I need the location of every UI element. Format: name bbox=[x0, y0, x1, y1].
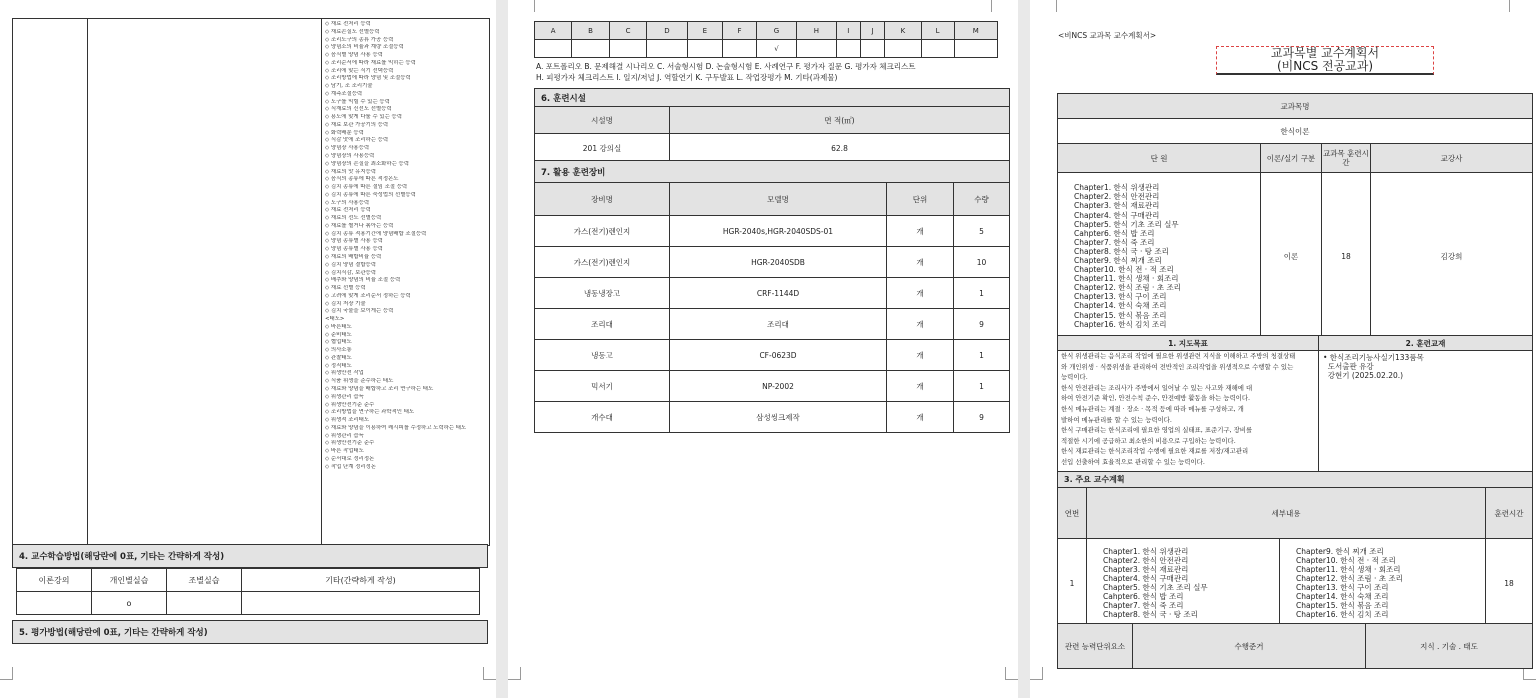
plan-item: Chapter5. 한식 기초 조리 실무 bbox=[1103, 583, 1208, 592]
grade-value bbox=[723, 40, 757, 58]
plan-left-list bbox=[1087, 539, 1280, 628]
grade-header: M bbox=[954, 22, 997, 40]
unit-item: Chapter12. 한식 조림 · 초 조리 bbox=[1074, 283, 1181, 293]
goal-text bbox=[1058, 351, 1319, 472]
equipment-row bbox=[535, 402, 1010, 433]
plan-item: Chapter11. 한식 생채 · 회조리 bbox=[1296, 564, 1401, 574]
equipment-cell: CRF-1144D bbox=[670, 278, 887, 309]
competency-item: ◇ 계측조절능력 bbox=[325, 90, 363, 97]
plan-item: Chapter1. 한식 위생관리 bbox=[1103, 546, 1189, 556]
plan-col-content: 세부내용 bbox=[1087, 488, 1486, 539]
equipment-cell: HGR-2040SDB bbox=[670, 247, 887, 278]
plan-col-no: 연번 bbox=[1058, 488, 1087, 539]
method-value bbox=[17, 592, 92, 615]
competency-item: ◇ 김치식감, 보관능력 bbox=[325, 269, 376, 276]
goal-line: 적절한 시기에 공급하고 최소한의 비용으로 구입하는 능력이다. bbox=[1061, 436, 1236, 445]
document-title bbox=[1216, 46, 1434, 75]
competency-list bbox=[325, 21, 487, 471]
footer-col-3: 지식 . 기술 . 태도 bbox=[1366, 624, 1533, 669]
competency-item: ◇ 양념장의 손질을 최소화하는 능력 bbox=[325, 160, 409, 167]
competency-item: ◇ 도구를 익힐 수 있는 능력 bbox=[325, 98, 390, 105]
goal-line: 한식 안전관리는 조리사가 주방에서 일어날 수 있는 사고와 재해에 대 bbox=[1061, 383, 1253, 392]
unit-item: Chapter14. 한식 숙채 조리 bbox=[1074, 301, 1167, 311]
equipment-cell: 삼성씽크제작 bbox=[670, 402, 887, 433]
competency-item: ◇ 바른태도 bbox=[325, 323, 352, 330]
col-teacher-header: 교강사 bbox=[1371, 144, 1533, 173]
textbook-line: • 한식조리기능사실기133품목 bbox=[1323, 353, 1424, 362]
page-corner-mark bbox=[483, 667, 496, 680]
plan-item: Cahpter6. 한식 밥 조리 bbox=[1103, 592, 1184, 602]
unit-item: Chapter10. 한식 전 · 적 조리 bbox=[1074, 265, 1174, 275]
grade-value bbox=[609, 40, 647, 58]
competency-item: ◇ 조리에 맞는 식기 선택능력 bbox=[325, 67, 394, 74]
unit-item: Chapter9. 한식 찌개 조리 bbox=[1074, 256, 1162, 265]
unit-item: Chapter4. 한식 구매관리 bbox=[1074, 210, 1160, 220]
grade-value bbox=[860, 40, 884, 58]
competency-item: ◇ 식감 맛에 조리하는 능력 bbox=[325, 137, 389, 144]
unit-item: Chapter3. 한식 재료관리 bbox=[1074, 201, 1160, 211]
competency-item: ◇ 김치 종류에 따른 숙성법의 선별능력 bbox=[325, 191, 416, 198]
plan-item: Chapter13. 한식 구이 조리 bbox=[1296, 583, 1389, 592]
section-6-title: 6. 훈련시설 bbox=[534, 88, 1010, 106]
grade-value bbox=[535, 40, 572, 58]
section-5-title: 5. 평가방법(해당란에 0표, 기타는 간략하게 작성) bbox=[12, 620, 488, 644]
equipment-cell: 10 bbox=[954, 247, 1010, 278]
section-7-title: 7. 활용 훈련장비 bbox=[534, 160, 1010, 182]
equipment-row bbox=[535, 309, 1010, 340]
equipment-cell: CF-0623D bbox=[670, 340, 887, 371]
equipment-cell: 조리대 bbox=[535, 309, 670, 340]
equipment-cell: 조리대 bbox=[670, 309, 887, 340]
plan-item: Chapter15. 한식 볶음 조리 bbox=[1296, 601, 1389, 611]
equipment-cell: NP-2002 bbox=[670, 371, 887, 402]
goal-line: 하여 안전기준 확인, 안전수칙 준수, 안전예방 활동을 하는 능력이다. bbox=[1061, 394, 1251, 403]
goal-header: 1. 지도목표 bbox=[1058, 336, 1319, 351]
competency-item: ◇ 작업 단계 정리정돈 bbox=[325, 463, 376, 470]
page-corner-mark bbox=[1005, 667, 1018, 680]
competency-item: ◇ 위생관리 습득 bbox=[325, 393, 364, 400]
method-value: o bbox=[92, 592, 167, 615]
legend-line: A. 포트폴리오 B. 문제해결 시나리오 C. 서술형시험 D. 논술형시험 E. 사례연구 F. 평가자 질문 G. 평가자 체크리스트 bbox=[536, 62, 916, 71]
method-header: 기타(간략하게 작성) bbox=[242, 569, 480, 592]
method-header: 조별실습 bbox=[167, 569, 242, 592]
title-line-2: (비NCS 전공교과) bbox=[1276, 59, 1374, 73]
equipment-cell: 냉동고 bbox=[535, 340, 670, 371]
competency-item: ◇ 위생안전기준 준수 bbox=[325, 440, 375, 447]
grade-header: A bbox=[535, 22, 572, 40]
grade-value: √ bbox=[756, 40, 796, 58]
competency-item: ◇ 김치 양념 결합능력 bbox=[325, 261, 376, 268]
goal-line: 한식 재료관리는 한식조리작업 수행에 필요한 재료를 저장/재고관리 bbox=[1061, 447, 1249, 456]
textbook-line: 도서출판 유강 bbox=[1323, 362, 1374, 371]
plan-item: Chapter4. 한식 구매관리 bbox=[1103, 573, 1189, 583]
competency-item: ◇ 재료손질도 선별능력 bbox=[325, 28, 380, 35]
competency-item: ◇ 김치 종류에 따른 절임 조절 능력 bbox=[325, 184, 408, 191]
page-corner-mark bbox=[508, 667, 521, 680]
plan-table bbox=[1057, 487, 1533, 628]
equipment-cell: 개 bbox=[887, 309, 954, 340]
document-label: <비NCS 교과목 교수계획서> bbox=[1058, 31, 1157, 40]
competency-item: ◇ 음식별 양념 사용 능력 bbox=[325, 52, 383, 59]
competency-item: ◇ 식품 위생을 준수하는 태도 bbox=[325, 378, 394, 385]
equipment-header: 모델명 bbox=[670, 183, 887, 216]
grade-header: G bbox=[756, 22, 796, 40]
equipment-cell: 1 bbox=[954, 340, 1010, 371]
method-header: 개인별실습 bbox=[92, 569, 167, 592]
col-type-header: 이론/실기 구분 bbox=[1261, 144, 1322, 173]
competency-item: ◇ 고려에 맞게 조리순서 정하는 능력 bbox=[325, 292, 411, 299]
page-corner-mark bbox=[1509, 0, 1522, 12]
facility-header: 면 적(㎡) bbox=[670, 107, 1010, 134]
grade-value bbox=[572, 40, 609, 58]
equipment-cell: 5 bbox=[954, 216, 1010, 247]
competency-item: ◇ 조리순서에 따라 재료를 익히는 능력 bbox=[325, 59, 416, 66]
goal-line: 선입 선출하여 효율적으로 관리할 수 있는 능력이다. bbox=[1061, 457, 1205, 466]
unit-list bbox=[1058, 173, 1261, 340]
competency-item: ◇ 재료 선별 능력 bbox=[325, 285, 366, 292]
page-corner-mark bbox=[1030, 667, 1043, 680]
competency-item: ◇ 재료 전처리 능력 bbox=[325, 21, 371, 27]
competency-item: ◇ 위생관리 습득 bbox=[325, 432, 364, 439]
evaluation-legend bbox=[536, 61, 1012, 83]
competency-item: ◇ 협업태도 bbox=[325, 339, 352, 346]
grade-value bbox=[954, 40, 997, 58]
grade-header: B bbox=[572, 22, 609, 40]
equipment-cell: 개 bbox=[887, 340, 954, 371]
grade-value bbox=[647, 40, 687, 58]
equipment-cell: HGR-2040s,HGR-2040SDS-01 bbox=[670, 216, 887, 247]
competency-item: ◇ 재료와 양념을 이용하여 레시피를 수정하고 노력하는 태도 bbox=[325, 424, 467, 431]
competency-item: ◇ 양념장의 사용능력 bbox=[325, 153, 375, 160]
equipment-header: 장비명 bbox=[535, 183, 670, 216]
type-value: 이론 bbox=[1261, 173, 1322, 340]
competency-item: ◇ 김치 종류 적용기간에 양념배합 조절능력 bbox=[325, 230, 427, 237]
footer-col-1: 관련 능력단위요소 bbox=[1058, 624, 1133, 669]
goal-line: 한식 구매관리는 한식조리에 필요한 영업의 실태표, 표준기구, 장비를 bbox=[1061, 426, 1253, 435]
unit-item: Chapter11. 한식 생채 · 회조리 bbox=[1074, 274, 1179, 284]
competency-item: ◇ 재료 전처리 능력 bbox=[325, 207, 371, 214]
grade-value bbox=[885, 40, 921, 58]
equipment-cell: 9 bbox=[954, 309, 1010, 340]
unit-item: Chapter8. 한식 국 · 탕 조리 bbox=[1074, 246, 1169, 256]
plan-item: Chapter16. 한식 김치 조리 bbox=[1296, 610, 1389, 620]
equipment-cell: 개 bbox=[887, 402, 954, 433]
title-line-1: 교과목별 교수계획서 bbox=[1270, 46, 1380, 60]
section-3-title: 3. 주요 교수계획 bbox=[1057, 471, 1533, 487]
competency-item: ◇ 재료의 배합비율 능력 bbox=[325, 253, 382, 260]
competency-item: ◇ 정직태도 bbox=[325, 362, 352, 369]
competency-item: ◇ 용도에 맞게 다룰 수 있는 능력 bbox=[325, 114, 402, 121]
grade-header: I bbox=[836, 22, 860, 40]
plan-item: Chapter8. 한식 국 · 탕 조리 bbox=[1103, 610, 1198, 620]
goal-line: 와 개인위생 · 식품위생을 관리하여 전반적인 조리작업을 위생적으로 수행할 수 있는 bbox=[1061, 362, 1294, 371]
grade-header: H bbox=[797, 22, 837, 40]
plan-hours: 18 bbox=[1486, 539, 1533, 628]
footer-col-2: 수행준거 bbox=[1133, 624, 1366, 669]
competency-item: ◇ 조리도구의 종류 가공 능력 bbox=[325, 36, 394, 43]
competency-item: ◇ 김치 저장 기술 bbox=[325, 300, 366, 307]
grade-header: F bbox=[723, 22, 757, 40]
textbook-line: 강현기 (2025.02.20.) bbox=[1323, 371, 1404, 380]
competency-item: <태도> bbox=[325, 316, 345, 323]
equipment-row bbox=[535, 278, 1010, 309]
unit-item: Chapter15. 한식 볶음 조리 bbox=[1074, 310, 1167, 320]
competency-item: ◇ 순서대로 정리정돈 bbox=[325, 455, 375, 462]
competency-item: ◇ 양념 종류별 사용 능력 bbox=[325, 246, 383, 253]
goal-line: 능력이다. bbox=[1061, 373, 1088, 382]
equipment-row bbox=[535, 247, 1010, 278]
equipment-cell: 개 bbox=[887, 216, 954, 247]
plan-item: Chapter10. 한식 전 · 적 조리 bbox=[1296, 555, 1396, 565]
unit-item: Chapter13. 한식 구이 조리 bbox=[1074, 292, 1167, 302]
plan-item: Chapter14. 한식 숙채 조리 bbox=[1296, 592, 1389, 602]
page-corner-mark bbox=[522, 0, 535, 12]
competency-item: ◇ 위생안전 작업 bbox=[325, 370, 364, 377]
col-hours-header: 교과목 훈련시간 bbox=[1322, 144, 1371, 173]
plan-item: Chapter2. 한식 안전관리 bbox=[1103, 555, 1189, 565]
equipment-cell: 개 bbox=[887, 371, 954, 402]
unit-item: Chapter1. 한식 위생관리 bbox=[1074, 183, 1160, 193]
textbook-text bbox=[1319, 351, 1533, 472]
facility-header: 시설명 bbox=[535, 107, 670, 134]
plan-right-list bbox=[1280, 539, 1486, 628]
competency-item: ◇ 배추와 양념의 비율 조절 능력 bbox=[325, 277, 401, 284]
competency-item: ◇ 조리방법을 연구하는 과학적인 태도 bbox=[325, 409, 415, 416]
equipment-cell: 1 bbox=[954, 278, 1010, 309]
goal-table bbox=[1057, 335, 1533, 472]
equipment-cell: 가스(전기)렌인지 bbox=[535, 247, 670, 278]
competency-item: ◇ 준비태도 bbox=[325, 331, 352, 338]
competency-item: ◇ 양념장 사용능력 bbox=[325, 145, 370, 152]
competency-item: ◇ 도구의 사용능력 bbox=[325, 199, 370, 206]
competency-item: ◇ 재료의 맛 유지능력 bbox=[325, 168, 376, 175]
competency-item: ◇ 재료와 양념을 배합하고 조리 연구하는 태도 bbox=[325, 385, 434, 392]
competency-item: ◇ 의사소통 bbox=[325, 347, 352, 354]
subject-table bbox=[1057, 93, 1533, 340]
competency-item: ◇ 담기, 조 조리기술 bbox=[325, 83, 373, 90]
competency-item: ◇ 김치 국물을 보이게는 능력 bbox=[325, 308, 394, 315]
competency-item: ◇ 재료를 썰거나 볶아는 능력 bbox=[325, 222, 394, 229]
unit-item: Chapter7. 한식 죽 조리 bbox=[1074, 237, 1155, 247]
grade-header: C bbox=[609, 22, 647, 40]
competency-table-col-2 bbox=[87, 19, 322, 545]
method-value bbox=[242, 592, 480, 615]
goal-line: 한식 메뉴관리는 계절 · 장소 · 목적 등에 따라 메뉴를 구성하고, 개 bbox=[1061, 404, 1244, 413]
competency-item: ◇ 화력배분 능력 bbox=[325, 129, 364, 136]
hours-value: 18 bbox=[1322, 173, 1371, 340]
competency-item: ◇ 양념 종류별 사용 능력 bbox=[325, 238, 383, 245]
equipment-cell: 가스(전기)렌인지 bbox=[535, 216, 670, 247]
equipment-cell: 1 bbox=[954, 371, 1010, 402]
teaching-method-table bbox=[16, 568, 480, 615]
equipment-cell: 냉동냉장고 bbox=[535, 278, 670, 309]
plan-no: 1 bbox=[1058, 539, 1087, 628]
unit-item: Chapter16. 한식 김치 조리 bbox=[1074, 319, 1167, 329]
competency-item: ◇ 위생안전기준 준수 bbox=[325, 401, 375, 408]
goal-line: 한식 위생관리는 음식조리 작업에 필요한 위생관련 지식을 이해하고 주방의 청결상태 bbox=[1061, 352, 1296, 360]
equipment-cell: 개 bbox=[887, 278, 954, 309]
grade-value bbox=[687, 40, 723, 58]
grade-header: L bbox=[921, 22, 954, 40]
plan-item: Chapter9. 한식 찌개 조리 bbox=[1296, 546, 1384, 556]
plan-col-hours: 훈련시간 bbox=[1486, 488, 1533, 539]
plan-item: Chapter12. 한식 조림 · 초 조리 bbox=[1296, 573, 1403, 583]
facility-area: 62.8 bbox=[670, 134, 1010, 163]
plan-footer-table bbox=[1057, 623, 1533, 669]
equipment-header: 단위 bbox=[887, 183, 954, 216]
textbook-header: 2. 훈련교재 bbox=[1319, 336, 1533, 351]
equipment-header: 수량 bbox=[954, 183, 1010, 216]
method-header: 이론강의 bbox=[17, 569, 92, 592]
facility-name: 201 강의실 bbox=[535, 134, 670, 163]
equipment-cell: 개 bbox=[887, 247, 954, 278]
grade-value bbox=[797, 40, 837, 58]
competency-item: ◇ 위생적 조리태도 bbox=[325, 417, 370, 424]
teacher-value: 김강희 bbox=[1371, 173, 1533, 340]
goal-line: 발하여 메뉴관리를 할 수 있는 능력이다. bbox=[1061, 415, 1172, 424]
competency-item: ◇ 식재료의 신선도 선별능력 bbox=[325, 106, 392, 113]
equipment-row bbox=[535, 340, 1010, 371]
subject-name: 한식이론 bbox=[1058, 119, 1533, 144]
equipment-row bbox=[535, 371, 1010, 402]
competency-item: ◇ 바른 작업태도 bbox=[325, 448, 364, 455]
unit-item: Chapter5. 한식 기초 조리 실무 bbox=[1074, 219, 1179, 229]
grade-header: D bbox=[647, 22, 687, 40]
grade-value bbox=[836, 40, 860, 58]
competency-item: ◇ 음식의 종류에 따른 적정온도 bbox=[325, 176, 399, 183]
grade-value bbox=[921, 40, 954, 58]
col-unit-header: 단 원 bbox=[1058, 144, 1261, 173]
grade-header: K bbox=[885, 22, 921, 40]
competency-item: ◇ 재료의 선도 선별능력 bbox=[325, 215, 382, 222]
method-value bbox=[167, 592, 242, 615]
page-corner-mark bbox=[0, 667, 13, 680]
legend-line: H. 피평가자 체크리스트 I. 일지/저널 J. 역할연기 K. 구두발표 L. 작업장평가 M. 기타(과제물) bbox=[536, 73, 838, 82]
equipment-cell: 믹서기 bbox=[535, 371, 670, 402]
competency-table bbox=[12, 18, 490, 546]
facility-table bbox=[534, 106, 1010, 163]
evaluation-method-table bbox=[534, 21, 998, 58]
subject-header: 교과목명 bbox=[1058, 94, 1533, 119]
competency-item: ◇ 조리방법에 따라 양념 및 조절능력 bbox=[325, 75, 411, 82]
unit-item: Chapter2. 한식 안전관리 bbox=[1074, 192, 1160, 202]
competency-item: ◇ 양념소의 비율과 계량 조절능력 bbox=[325, 44, 404, 51]
equipment-cell: 9 bbox=[954, 402, 1010, 433]
grade-header: E bbox=[687, 22, 723, 40]
equipment-cell: 개수대 bbox=[535, 402, 670, 433]
page-corner-mark bbox=[1044, 0, 1057, 12]
page-corner-mark bbox=[991, 0, 1004, 12]
competency-item: ◇ 재료 보관 가공기의 능력 bbox=[325, 121, 389, 128]
plan-item: Chapter7. 한식 죽 조리 bbox=[1103, 601, 1184, 611]
competency-table-col-1 bbox=[13, 19, 88, 545]
plan-item: Chapter3. 한식 재료관리 bbox=[1103, 564, 1189, 574]
competency-item: ◇ 관찰태도 bbox=[325, 354, 352, 361]
section-4-title: 4. 교수학습방법(해당란에 0표, 기타는 간략하게 작성) bbox=[12, 544, 488, 568]
grade-header: J bbox=[860, 22, 884, 40]
equipment-row bbox=[535, 216, 1010, 247]
unit-item: Cahpter6. 한식 밥 조리 bbox=[1074, 228, 1155, 238]
equipment-table bbox=[534, 182, 1010, 433]
